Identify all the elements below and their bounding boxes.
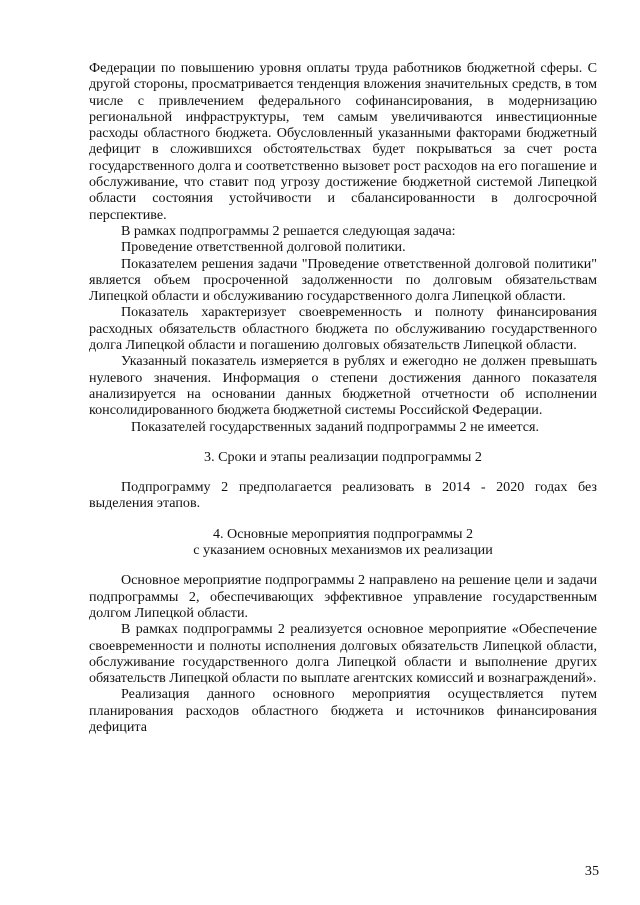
section-4-heading-line1: 4. Основные мероприятия подпрограммы 2 [212,525,474,542]
section-4-heading-line2: с указанием основных механизмов их реализации [193,542,493,559]
paragraph-main-activity-purpose: Основное мероприятие подпрограммы 2 направлено на решение цели и задачи подпрограммы 2, обеспечивающих эффективное управление государственным долгом Липецкой области. [89,572,597,621]
page-number: 35 [584,863,599,879]
paragraph-implementation-timing: Подпрограмму 2 предполагается реализовать в 2014 - 2020 годах без выделения этапов. [89,479,597,512]
document-page [89,60,597,735]
paragraph-main-activity-implementation: Реализация данного основного мероприятия осуществляется путем планирования расходов областного бюджета и источников финансирования дефицита [89,686,597,735]
paragraph-indicator-measurement: Указанный показатель измеряется в рублях и ежегодно не должен превышать нулевого значения. Информация о степени достижения данного показателя анализируется на основании данных бюджетной отчетности об исполнении консолидированного бюджета бюджетной системы Российской Федерации. [89,353,597,419]
paragraph-task-indicator: Показателем решения задачи "Проведение ответственной долговой политики" является объем просроченной задолженности по долговым обязательствам Липецкой области и обслуживанию государственного долга Липецкой области. [89,255,597,305]
paragraph-indicator-characterization: Показатель характеризует своевременность и полноту финансирования расходных обязательств областного бюджета по обслуживанию государственного долга Липецкой области и погашению долговых обязательств Липецкой области. [89,304,597,354]
paragraph-no-state-assignments: Показателей государственных заданий подпрограммы 2 не имеется. [131,418,539,435]
paragraph-budget-deficit: Федерации по повышению уровня оплаты труда работников бюджетной сферы. С другой стороны, просматривается тенденция вложения значительных средств, в том числе с привлечением федерального софинансирования, в модернизацию региональной инфраструктуры, тем самым увеличиваются инвестиционные расходы областного бюджета. Обусловленный указанными факторами бюджетный дефицит в сложившихся обстоятельствах будет покрываться за счет роста государственного долга и соответственно вызовет рост расходов на его погашение и обслуживание, что ставит под угрозу достижение бюджетной системой Липецкой области состояния устойчивости и сбалансированности в долгосрочной перспективе. [89,60,597,223]
paragraph-subprogram-task-intro: В рамках подпрограммы 2 решается следующая задача: [121,222,456,239]
paragraph-subprogram-task: Проведение ответственной долговой политики. [121,239,406,256]
section-3-heading: 3. Сроки и этапы реализации подпрограммы 2 [204,448,482,465]
paragraph-main-activity-description: В рамках подпрограммы 2 реализуется основное мероприятие «Обеспечение своевременности и полноты исполнения долговых обязательств Липецкой области, обслуживание государственного долга Липецкой области и выполнение других обязательств Липецкой области по выплате агентских комиссий и вознаграждений». [89,621,597,687]
